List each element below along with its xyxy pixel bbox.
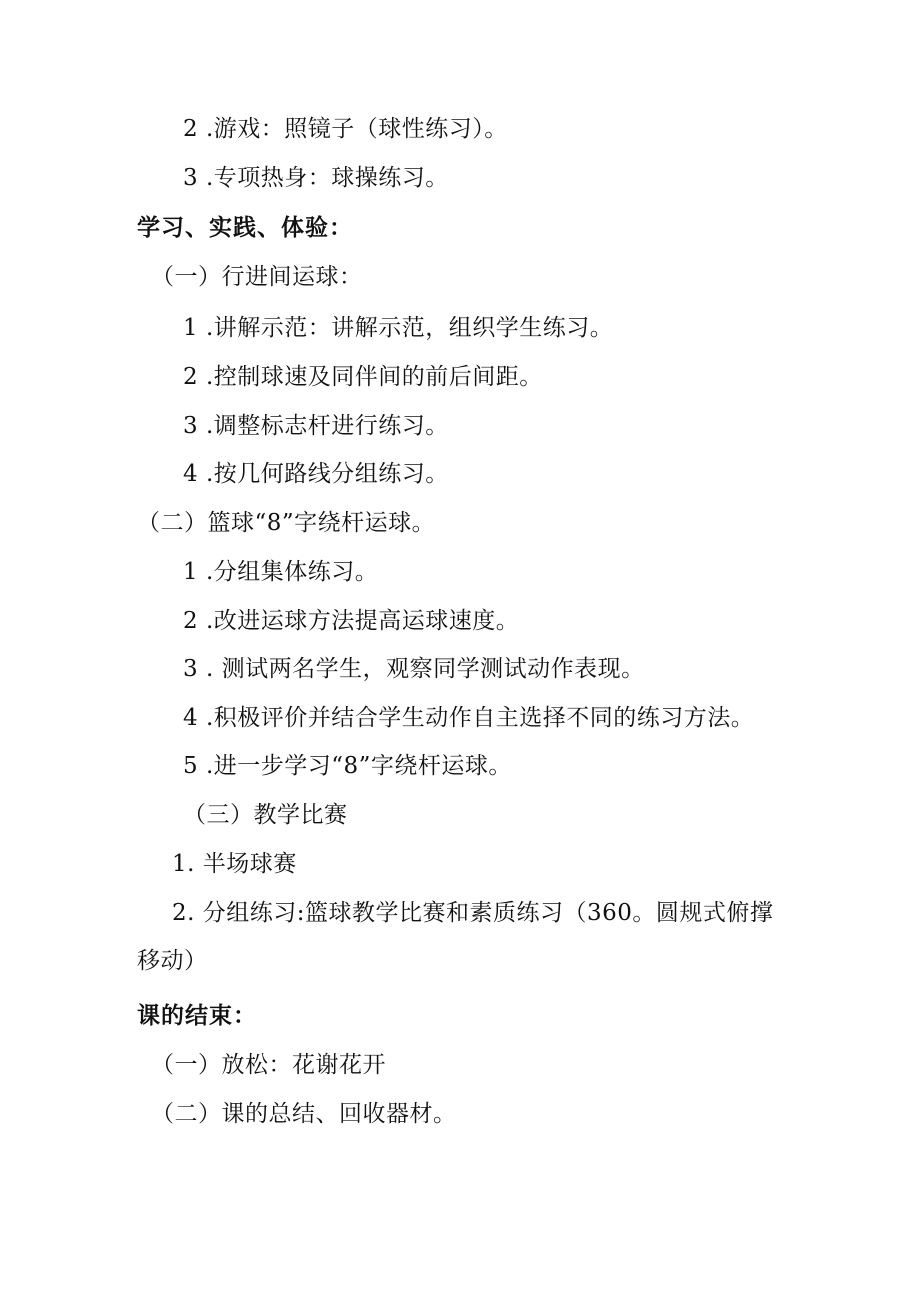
list-item: 5 .进一步学习“8”字绕杆运球。 (183, 753, 512, 779)
list-item: 1. 半场球赛 (172, 851, 297, 877)
section-heading: 课的结束： (137, 1003, 257, 1029)
section-heading: 学习、实践、体验： (137, 215, 353, 241)
list-item: 2 .改进运球方法提高运球速度。 (183, 608, 520, 634)
list-item: 4 .按几何路线分组练习。 (183, 461, 449, 487)
list-item: 3 . 测试两名学生，观察同学测试动作表现。 (183, 656, 645, 682)
subsection-heading: （三）教学比赛 (183, 802, 348, 828)
list-item-continuation: 移动） (137, 948, 208, 974)
list-item: 2 .游戏：照镜子（球性练习）。 (183, 116, 508, 142)
list-item: 4 .积极评价并结合学生动作自主选择不同的练习方法。 (183, 705, 755, 731)
subsection-heading: （二）课的总结、回收器材。 (151, 1101, 457, 1127)
list-item: 2 .控制球速及同伴间的前后间距。 (183, 364, 543, 390)
list-item: 1 .分组集体练习。 (183, 559, 379, 585)
list-item: 3 .专项热身：球操练习。 (183, 165, 449, 191)
subsection-heading: （一）行进间运球： (151, 264, 363, 290)
list-item: 2. 分组练习:篮球教学比赛和素质练习（360。圆规式俯撑 (172, 900, 774, 926)
list-item: 1 .讲解示范：讲解示范，组织学生练习。 (183, 315, 614, 341)
subsection-heading: （二）篮球“8”字绕杆运球。 (137, 510, 436, 536)
subsection-heading: （一）放松：花谢花开 (151, 1052, 386, 1078)
list-item: 3 .调整标志杆进行练习。 (183, 413, 449, 439)
